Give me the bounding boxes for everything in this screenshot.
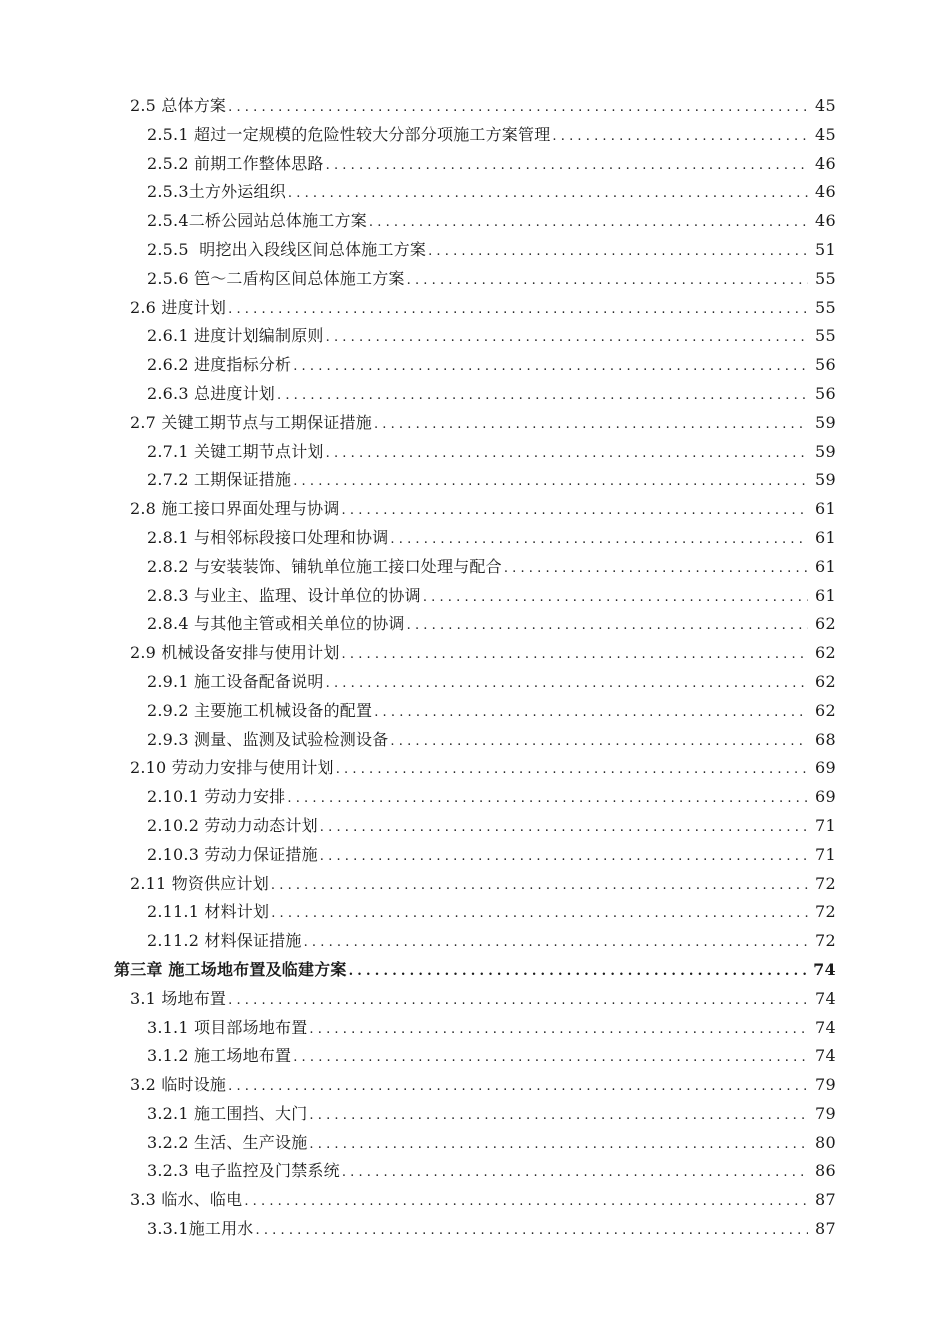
toc-page-number: 72: [815, 931, 836, 951]
toc-leader-dots: [304, 929, 808, 958]
toc-page-number: 62: [815, 614, 836, 634]
toc-entry[interactable]: [0, 265, 950, 294]
toc-leader-dots: [277, 382, 808, 411]
toc-page-number: 72: [815, 902, 836, 922]
toc-page-number: 61: [815, 585, 836, 605]
toc-entry-label: 2.5.6 笆～二盾构区间总体施工方案: [147, 268, 405, 288]
toc-entry[interactable]: [0, 754, 950, 783]
toc-page-number: 68: [815, 729, 836, 749]
toc-entry[interactable]: [0, 553, 950, 582]
toc-leader-dots: [228, 987, 808, 1016]
toc-entry[interactable]: [0, 726, 950, 755]
toc-entry-label: 2.9 机械设备安排与使用计划: [130, 643, 340, 663]
toc-entry[interactable]: [0, 495, 950, 524]
toc-page-number: 46: [815, 153, 836, 173]
toc-entry[interactable]: [0, 466, 950, 495]
toc-page-number: 79: [815, 1103, 836, 1123]
toc-leader-dots: [342, 641, 808, 670]
toc-entry-label: 2.5.3土方外运组织: [147, 182, 286, 202]
toc-entry-label: 3.1.1 项目部场地布置: [147, 1017, 308, 1037]
toc-entry-label: 2.5.2 前期工作整体思路: [147, 153, 324, 173]
toc-entry[interactable]: [0, 783, 950, 812]
toc-entry[interactable]: [0, 322, 950, 351]
toc-entry[interactable]: [0, 1129, 950, 1158]
toc-entry-label: 3.3 临水、临电: [130, 1190, 243, 1210]
toc-page-number: 55: [815, 326, 836, 346]
toc-leader-dots: [428, 238, 808, 267]
toc-entry[interactable]: [0, 236, 950, 265]
toc-leader-dots: [271, 872, 808, 901]
toc-page-number: 55: [815, 268, 836, 288]
toc-page-number: 59: [815, 470, 836, 490]
toc-page-number: 80: [815, 1132, 836, 1152]
toc-page-number: 51: [815, 239, 836, 259]
toc-entry[interactable]: [0, 841, 950, 870]
toc-entry[interactable]: [0, 1100, 950, 1129]
toc-entry[interactable]: [0, 1157, 950, 1186]
toc-page-number: 69: [815, 787, 836, 807]
toc-leader-dots: [552, 123, 808, 152]
toc-page-number: 62: [815, 700, 836, 720]
toc-entry[interactable]: [0, 1071, 950, 1100]
toc-entry-label: 2.6.1 进度计划编制原则: [147, 326, 324, 346]
toc-entry[interactable]: [0, 438, 950, 467]
toc-leader-dots: [342, 497, 808, 526]
toc-entry-label: 2.10.3 劳动力保证措施: [147, 844, 318, 864]
toc-entry-label: 3.2 临时设施: [130, 1075, 227, 1095]
toc-entry[interactable]: [0, 898, 950, 927]
toc-entry-label: 2.5.5 明挖出入段线区间总体施工方案: [147, 239, 427, 259]
toc-leader-dots: [374, 411, 808, 440]
toc-page-number: 62: [815, 643, 836, 663]
toc-entry-label: 2.11.1 材料计划: [147, 902, 270, 922]
toc-entry[interactable]: [0, 207, 950, 236]
toc-page-number: 61: [815, 556, 836, 576]
toc-leader-dots: [326, 324, 808, 353]
toc-entry[interactable]: [0, 1014, 950, 1043]
toc-leader-dots: [336, 756, 808, 785]
toc-entry[interactable]: [0, 409, 950, 438]
toc-entry-label: 3.2.2 生活、生产设施: [147, 1132, 308, 1152]
toc-page-number: 62: [815, 671, 836, 691]
toc-leader-dots: [293, 353, 808, 382]
toc-entry-label: 2.9.3 测量、监测及试验检测设备: [147, 729, 389, 749]
toc-entry[interactable]: [0, 294, 950, 323]
toc-leader-dots: [374, 699, 808, 728]
toc-leader-dots: [423, 584, 808, 613]
toc-page-number: 59: [815, 412, 836, 432]
toc-entry-label: 2.10 劳动力安排与使用计划: [130, 758, 334, 778]
toc-leader-dots: [244, 1188, 808, 1217]
toc-entry-label: 第三章 施工场地布置及临建方案: [114, 959, 347, 979]
toc-entry-label: 2.10.2 劳动力动态计划: [147, 815, 318, 835]
toc-entry-label: 2.7.2 工期保证措施: [147, 470, 292, 490]
toc-leader-dots: [271, 900, 808, 929]
toc-entry-label: 2.8 施工接口界面处理与协调: [130, 499, 340, 519]
toc-page-number: 71: [815, 815, 836, 835]
toc-leader-dots: [228, 1073, 808, 1102]
toc-entry[interactable]: [0, 697, 950, 726]
toc-leader-dots: [320, 814, 808, 843]
toc-entry[interactable]: [0, 668, 950, 697]
toc-leader-dots: [326, 670, 808, 699]
toc-entry-label: 2.7.1 关键工期节点计划: [147, 441, 324, 461]
toc-leader-dots: [293, 468, 808, 497]
toc-page-number: 59: [815, 441, 836, 461]
toc-entry[interactable]: [0, 380, 950, 409]
toc-page-number: 86: [815, 1161, 836, 1181]
toc-leader-dots: [407, 612, 808, 641]
toc-leader-dots: [369, 209, 808, 238]
toc-entry[interactable]: [0, 121, 950, 150]
toc-leader-dots: [309, 1102, 808, 1131]
toc-entry-label: 2.8.1 与相邻标段接口处理和协调: [147, 527, 389, 547]
toc-entry[interactable]: [0, 150, 950, 179]
toc-entry[interactable]: [0, 985, 950, 1014]
toc-entry-label: 2.11 物资供应计划: [130, 873, 269, 893]
toc-entry-label: 2.6 进度计划: [130, 297, 227, 317]
toc-entry-label: 2.6.3 总进度计划: [147, 383, 275, 403]
toc-entry[interactable]: [0, 92, 950, 121]
toc-entry[interactable]: [0, 351, 950, 380]
toc-leader-dots: [309, 1016, 808, 1045]
toc-entry[interactable]: [0, 1186, 950, 1215]
toc-entry-label: 2.9.1 施工设备配备说明: [147, 671, 324, 691]
toc-entry-label: 2.5.4二桥公园站总体施工方案: [147, 211, 367, 231]
toc-entry-label: 2.6.2 进度指标分析: [147, 355, 292, 375]
toc-leader-dots: [309, 1131, 808, 1160]
toc-entry-label: 3.2.1 施工围挡、大门: [147, 1103, 308, 1123]
toc-entry-label: 2.11.2 材料保证措施: [147, 931, 302, 951]
toc-leader-dots: [320, 843, 808, 872]
toc-leader-dots: [228, 296, 808, 325]
toc-entry[interactable]: [0, 1215, 950, 1244]
toc-entry[interactable]: [0, 812, 950, 841]
toc-page-number: 87: [815, 1190, 836, 1210]
toc-page-number: 56: [815, 355, 836, 375]
toc-chapter-entry[interactable]: [0, 956, 950, 985]
toc-entry[interactable]: [0, 870, 950, 899]
toc-entry-label: 2.5 总体方案: [130, 96, 227, 115]
toc-leader-dots: [390, 526, 808, 555]
toc-leader-dots: [293, 1044, 808, 1073]
toc-page-number: 45: [815, 124, 836, 144]
toc-leader-dots: [390, 728, 808, 757]
toc-entry-label: 2.8.2 与安装装饰、铺轨单位施工接口处理与配合: [147, 556, 502, 576]
toc-entry[interactable]: [0, 639, 950, 668]
toc-leader-dots: [326, 440, 808, 469]
toc-entry-label: 2.9.2 主要施工机械设备的配置: [147, 700, 373, 720]
toc-page-number: 46: [815, 211, 836, 231]
toc-leader-dots: [342, 1159, 808, 1188]
toc-page-number: 69: [815, 758, 836, 778]
toc-entry-label: 3.1 场地布置: [130, 988, 227, 1008]
toc-entry-label: 2.10.1 劳动力安排: [147, 787, 286, 807]
toc-page-number: 61: [815, 499, 836, 519]
toc-entry[interactable]: [0, 524, 950, 553]
toc-page-number: 79: [815, 1075, 836, 1095]
toc-entry-label: 2.7 关键工期节点与工期保证措施: [130, 412, 372, 432]
toc-page-number: 46: [815, 182, 836, 202]
toc-entry[interactable]: [0, 1042, 950, 1071]
toc-entry-label: 3.3.1施工用水: [147, 1219, 254, 1239]
toc-entry-label: 2.8.4 与其他主管或相关单位的协调: [147, 614, 405, 634]
toc-page-number: 45: [815, 96, 836, 115]
toc-page-number: 87: [815, 1219, 836, 1239]
table-of-contents: [0, 92, 950, 1244]
toc-entry[interactable]: [0, 927, 950, 956]
toc-entry[interactable]: [0, 582, 950, 611]
toc-entry[interactable]: [0, 610, 950, 639]
toc-page-number: 72: [815, 873, 836, 893]
toc-page-number: 74: [813, 959, 836, 979]
toc-entry-label: 2.8.3 与业主、监理、设计单位的协调: [147, 585, 421, 605]
toc-page-number: 61: [815, 527, 836, 547]
toc-page-number: 74: [815, 1017, 836, 1037]
toc-entry-label: 2.5.1 超过一定规模的危险性较大分部分项施工方案管理: [147, 124, 551, 144]
toc-leader-dots: [288, 180, 808, 209]
toc-leader-dots: [504, 555, 808, 584]
toc-entry-label: 3.1.2 施工场地布置: [147, 1046, 292, 1066]
toc-page-number: 55: [815, 297, 836, 317]
toc-page-number: 74: [815, 1046, 836, 1066]
toc-leader-dots: [228, 94, 808, 123]
toc-leader-dots: [287, 785, 808, 814]
toc-leader-dots: [349, 958, 808, 987]
toc-page-number: 71: [815, 844, 836, 864]
toc-entry-label: 3.2.3 电子监控及门禁系统: [147, 1161, 340, 1181]
toc-page-number: 74: [815, 988, 836, 1008]
toc-entry[interactable]: [0, 178, 950, 207]
toc-page-number: 56: [815, 383, 836, 403]
toc-leader-dots: [256, 1217, 808, 1246]
toc-leader-dots: [326, 152, 808, 181]
toc-leader-dots: [407, 267, 808, 296]
